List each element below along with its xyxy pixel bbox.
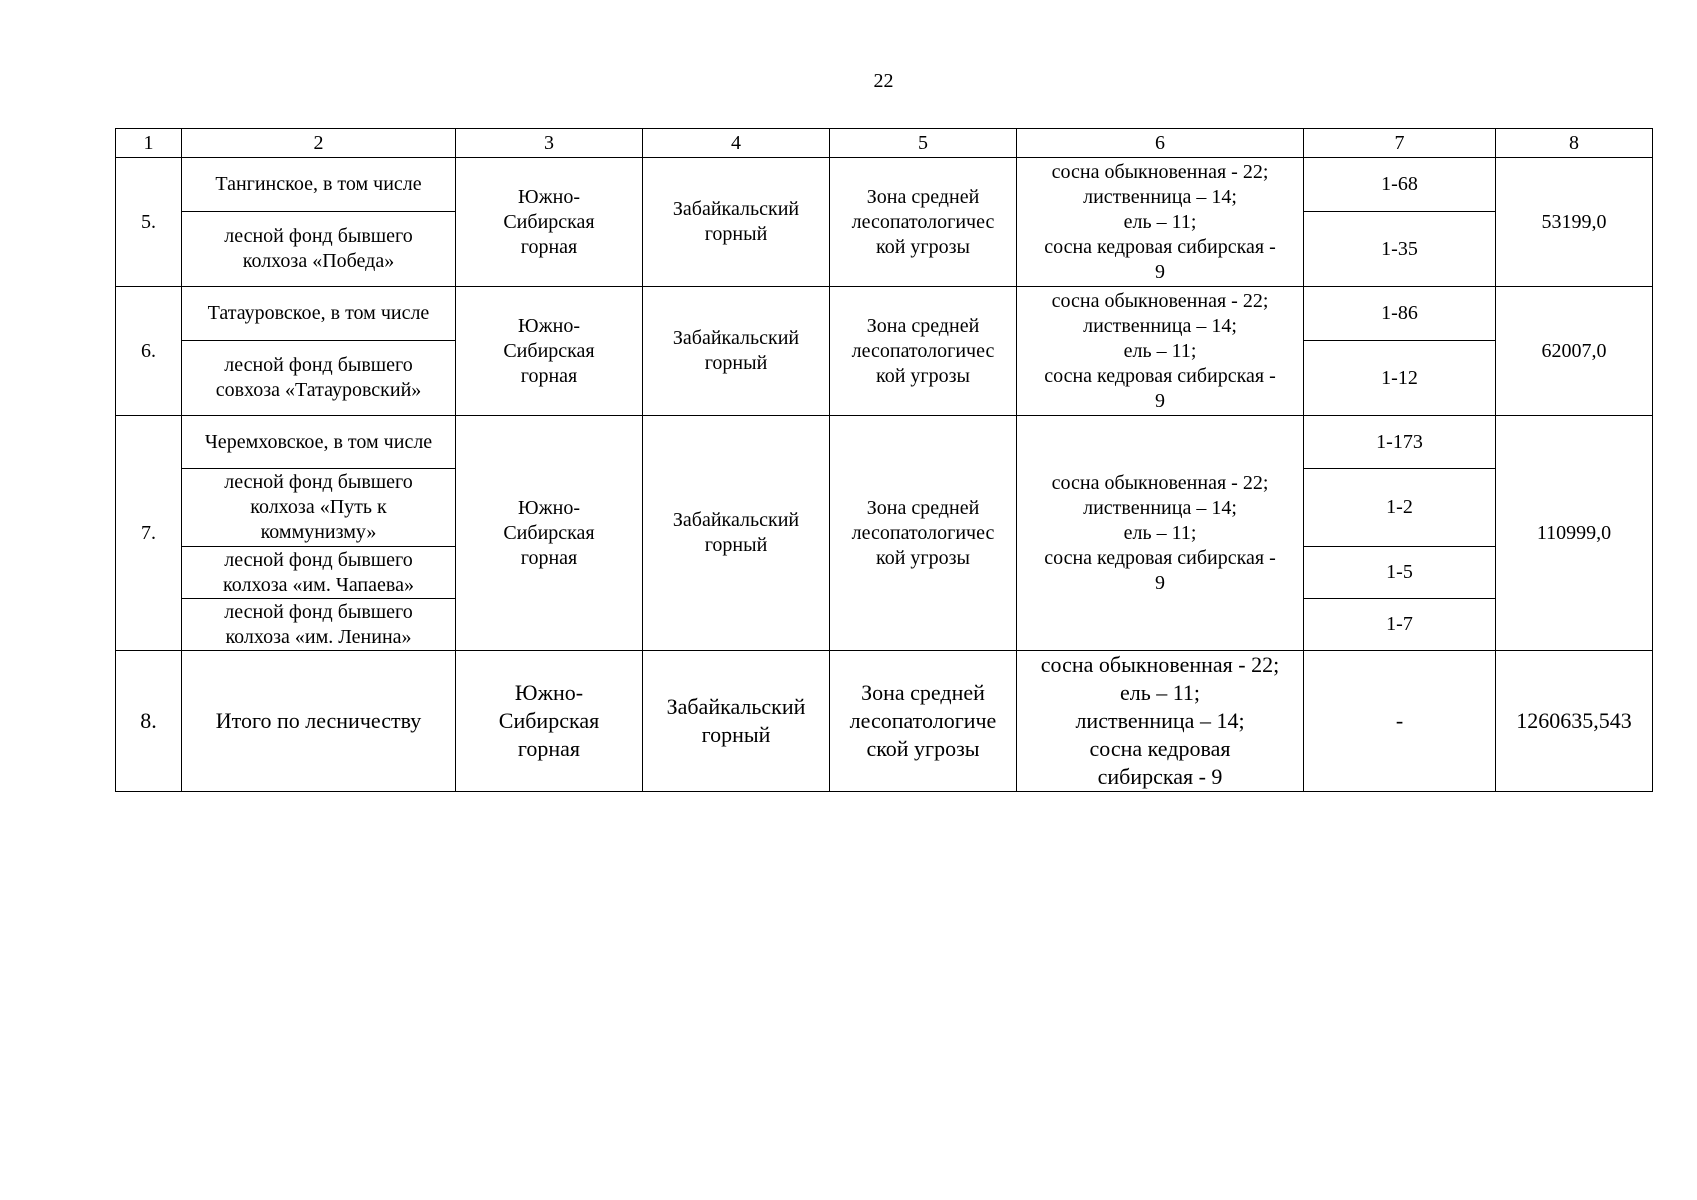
tree-species: сосна обыкновенная - 22; лиственница – 14; ель – 11; сосна кедровая сибирская - 9	[1017, 416, 1304, 651]
table-row	[116, 416, 1653, 469]
table-row	[116, 287, 1653, 341]
quarter-numbers: -	[1304, 651, 1496, 792]
quarter-numbers: 1-7	[1304, 599, 1496, 651]
table-row	[116, 158, 1653, 212]
threat-zone: Зона средней лесопатологиче ской угрозы	[830, 651, 1017, 792]
column-header: 6	[1017, 129, 1304, 158]
row-number: 5.	[116, 158, 182, 287]
threat-zone: Зона средней лесопатологичес кой угрозы	[830, 416, 1017, 651]
quarter-numbers: 1-86	[1304, 287, 1496, 341]
forest-district-name: лесной фонд бывшего колхоза «Победа»	[182, 212, 456, 287]
forest-region: Забайкальский горный	[643, 651, 830, 792]
quarter-numbers: 1-2	[1304, 469, 1496, 547]
forest-region: Забайкальский горный	[643, 158, 830, 287]
column-number-row	[116, 129, 1653, 158]
forestry-table	[115, 128, 1653, 792]
forest-district-name: Тангинское, в том числе	[182, 158, 456, 212]
forest-region: Забайкальский горный	[643, 416, 830, 651]
forest-zone: Южно- Сибирская горная	[456, 158, 643, 287]
area-value: 53199,0	[1496, 158, 1653, 287]
quarter-numbers: 1-5	[1304, 547, 1496, 599]
forest-zone: Южно- Сибирская горная	[456, 651, 643, 792]
area-value: 62007,0	[1496, 287, 1653, 416]
forest-district-name: Татауровское, в том числе	[182, 287, 456, 341]
column-header: 4	[643, 129, 830, 158]
row-number: 8.	[116, 651, 182, 792]
forest-district-name: лесной фонд бывшего совхоза «Татауровский»	[182, 341, 456, 416]
column-header: 8	[1496, 129, 1653, 158]
column-header: 2	[182, 129, 456, 158]
area-value: 110999,0	[1496, 416, 1653, 651]
page-number: 22	[873, 70, 894, 92]
forest-district-name: Черемховское, в том числе	[182, 416, 456, 469]
area-value: 1260635,543	[1496, 651, 1653, 792]
tree-species: сосна обыкновенная - 22; лиственница – 14; ель – 11; сосна кедровая сибирская - 9	[1017, 158, 1304, 287]
column-header: 5	[830, 129, 1017, 158]
quarter-numbers: 1-12	[1304, 341, 1496, 416]
tree-species: сосна обыкновенная - 22; лиственница – 14; ель – 11; сосна кедровая сибирская - 9	[1017, 287, 1304, 416]
threat-zone: Зона средней лесопатологичес кой угрозы	[830, 287, 1017, 416]
column-header: 1	[116, 129, 182, 158]
total-row	[116, 651, 1653, 792]
threat-zone: Зона средней лесопатологичес кой угрозы	[830, 158, 1017, 287]
forest-district-name: лесной фонд бывшего колхоза «им. Чапаева»	[182, 547, 456, 599]
row-number: 7.	[116, 416, 182, 651]
forest-zone: Южно- Сибирская горная	[456, 416, 643, 651]
forest-region: Забайкальский горный	[643, 287, 830, 416]
tree-species: сосна обыкновенная - 22; ель – 11; лиственница – 14; сосна кедровая сибирская - 9	[1017, 651, 1304, 792]
forest-district-name: лесной фонд бывшего колхоза «Путь к коммунизму»	[182, 469, 456, 547]
forest-district-name: лесной фонд бывшего колхоза «им. Ленина»	[182, 599, 456, 651]
total-label: Итого по лесничеству	[182, 651, 456, 792]
column-header: 3	[456, 129, 643, 158]
forest-zone: Южно- Сибирская горная	[456, 287, 643, 416]
row-number: 6.	[116, 287, 182, 416]
quarter-numbers: 1-35	[1304, 212, 1496, 287]
quarter-numbers: 1-173	[1304, 416, 1496, 469]
quarter-numbers: 1-68	[1304, 158, 1496, 212]
column-header: 7	[1304, 129, 1496, 158]
